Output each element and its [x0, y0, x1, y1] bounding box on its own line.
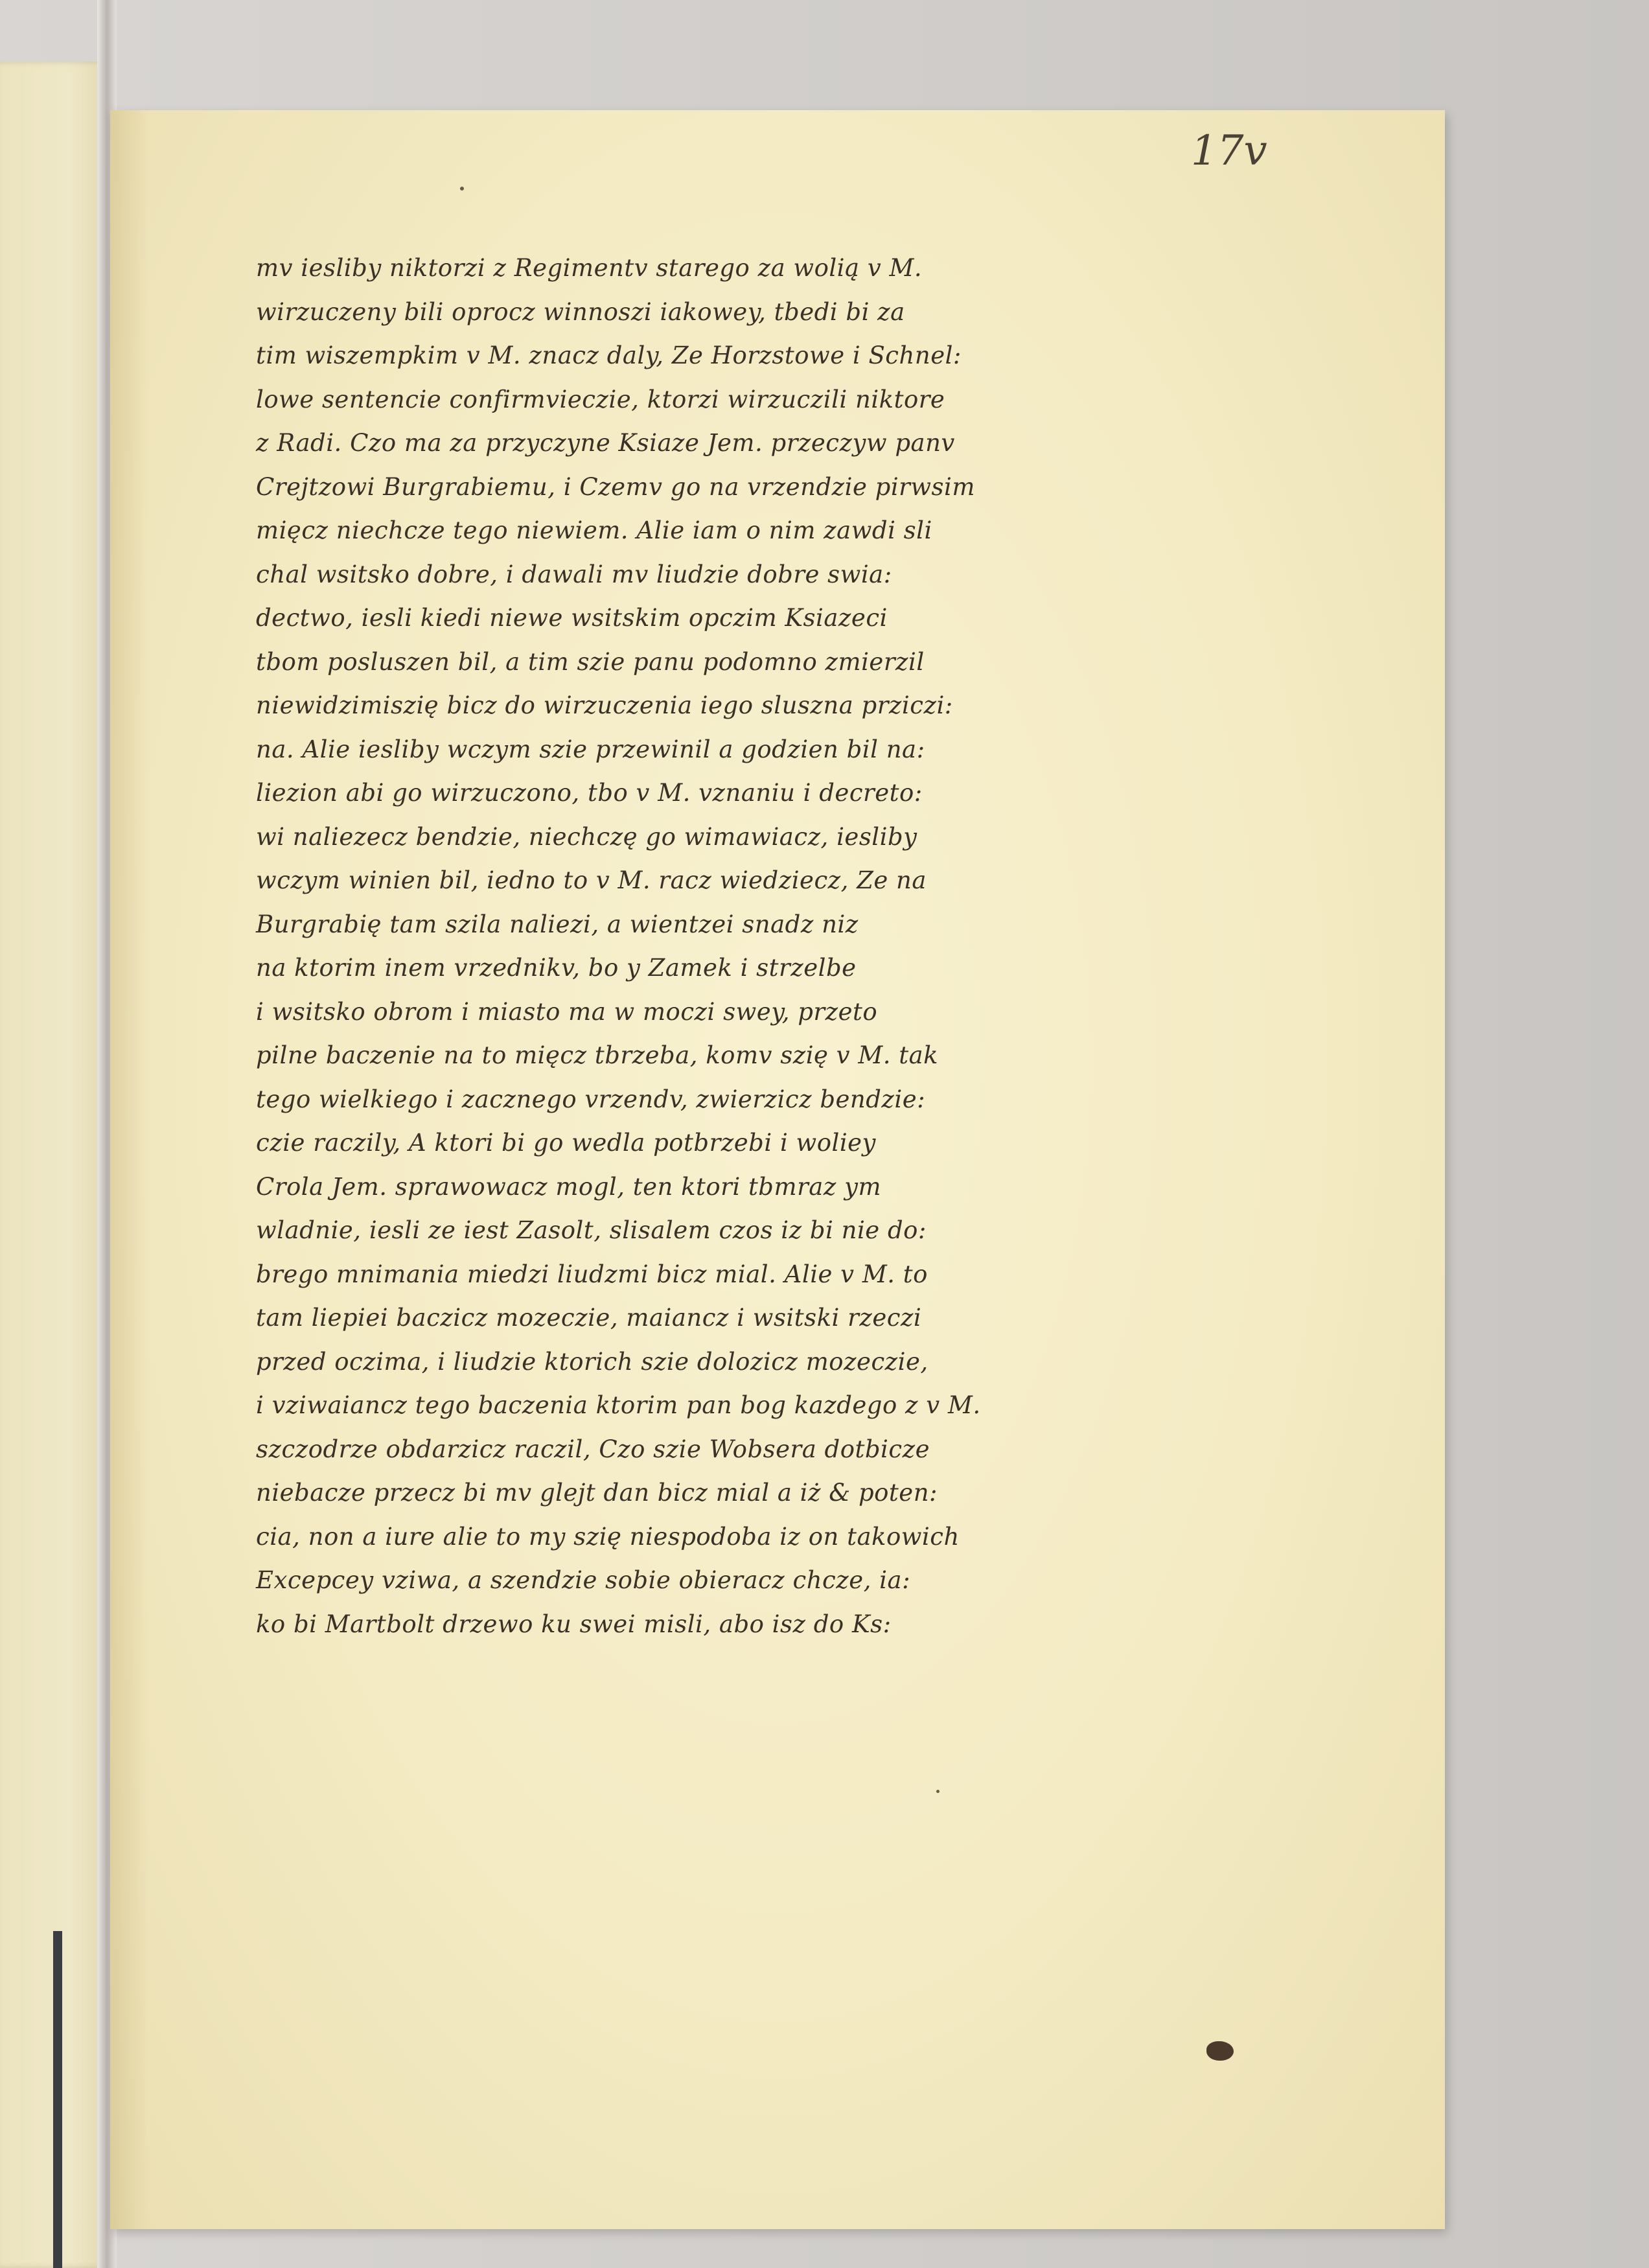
text-line: wirzuczeny bili oprocz winnoszi iakowey, tbedi bi za: [256, 297, 905, 326]
text-line: tim wiszempkim v M. znacz daly, Ze Horzstowe i Schnel:: [256, 341, 962, 369]
text-line: lowe sentencie confirmvieczie, ktorzi wirzuczili niktore: [256, 385, 945, 413]
text-line: wladnie, iesli ze iest Zasolt, slisalem czos iz bi nie do:: [256, 1216, 927, 1244]
text-line: Burgrabię tam szila naliezi, a wientzei snadz niz: [256, 910, 859, 938]
text-line: mv iesliby niktorzi z Regimentv starego za wolią v M.: [256, 254, 923, 282]
text-line: i vziwaiancz tego baczenia ktorim pan bog kazdego z v M.: [256, 1391, 981, 1419]
text-line: pilne baczenie na to mięcz tbrzeba, komv szię v M. tak: [256, 1041, 939, 1069]
text-line: na ktorim inem vrzednikv, bo y Zamek i strzelbe: [256, 954, 857, 982]
text-line: z Radi. Czo ma za przyczyne Ksiaze Jem. przeczyw panv: [256, 429, 955, 457]
text-line: przed oczima, i liudzie ktorich szie dolozicz mozeczie,: [256, 1347, 928, 1376]
text-line: czie raczily, A ktori bi go wedla potbrzebi i woliey: [256, 1129, 876, 1157]
text-line: tam liepiei baczicz mozeczie, maiancz i wsitski rzeczi: [256, 1304, 922, 1332]
text-line: tbom posluszen bil, a tim szie panu podomno zmierzil: [256, 647, 925, 676]
text-line: Crejtzowi Burgrabiemu, i Czemv go na vrzendzie pirwsim: [256, 472, 975, 501]
text-line: brego mnimania miedzi liudzmi bicz mial. Alie v M. to: [256, 1260, 928, 1288]
ink-speck: [936, 1790, 940, 1793]
text-line: szczodrze obdarzicz raczil, Czo szie Wobsera dotbicze: [256, 1435, 930, 1463]
text-line: liezion abi go wirzuczono, tbo v M. vznaniu i decreto:: [256, 779, 923, 807]
text-line: Crola Jem. sprawowacz mogl, ten ktori tbmraz ym: [256, 1172, 882, 1201]
text-line: mięcz niechcze tego niewiem. Alie iam o nim zawdi sli: [256, 516, 932, 544]
text-line: wczym winien bil, iedno to v M. racz wiedziecz, Ze na: [256, 866, 927, 894]
folio-number: 17v: [1191, 127, 1267, 175]
text-line: i wsitsko obrom i miasto ma w moczi swey, przeto: [256, 997, 878, 1026]
text-line: niewidzimiszię bicz do wirzuczenia iego sluszna prziczi:: [256, 691, 953, 719]
text-line: cia, non a iure alie to my szię niespodoba iz on takowich: [256, 1522, 960, 1551]
manuscript-text: [256, 246, 1357, 1646]
text-line: wi naliezecz bendzie, niechczę go wimawiacz, iesliby: [256, 822, 917, 851]
text-line: na. Alie iesliby wczym szie przewinil a godzien bil na:: [256, 735, 925, 763]
ink-speck: [460, 187, 464, 191]
text-line: ko bi Martbolt drzewo ku swei misli, abo isz do Ks:: [256, 1610, 892, 1638]
spine-binding-strip: [53, 1931, 62, 2268]
text-line: Excepcey vziwa, a szendzie sobie obieracz chcze, ia:: [256, 1566, 911, 1594]
text-line: chal wsitsko dobre, i dawali mv liudzie dobre swia:: [256, 560, 892, 588]
page-stain: [1206, 2041, 1234, 2061]
text-line: dectwo, iesli kiedi niewe wsitskim opczim Ksiazeci: [256, 604, 888, 632]
text-line: niebacze przecz bi mv glejt dan bicz mial a iż & poten:: [256, 1479, 938, 1507]
text-line: tego wielkiego i zacznego vrzendv, zwierzicz bendzie:: [256, 1085, 926, 1113]
